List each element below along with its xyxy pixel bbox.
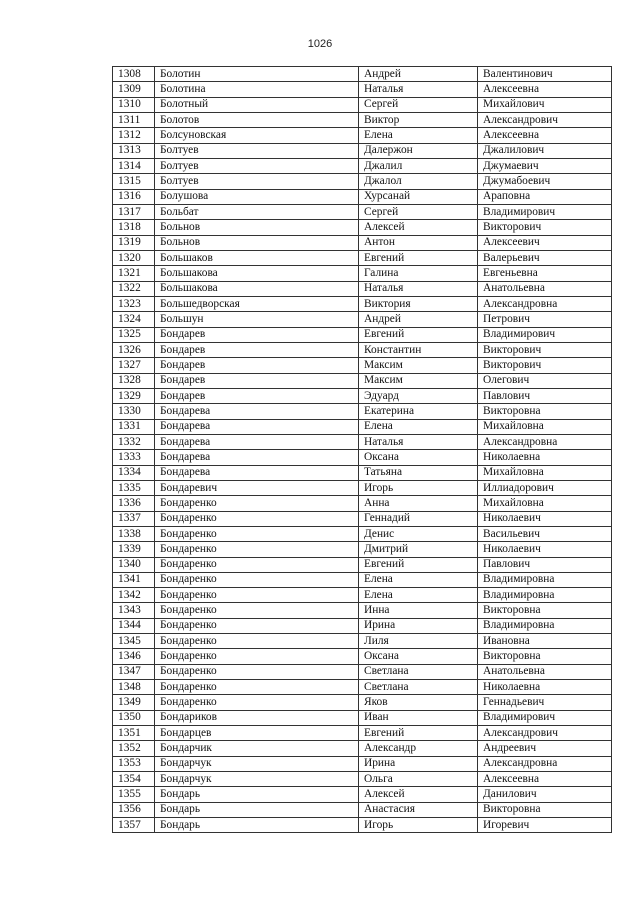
last-name-cell: Болотина [155,82,359,97]
last-name-cell: Большун [155,312,359,327]
last-name-cell: Болсуновская [155,128,359,143]
first-name-cell: Галина [359,266,478,281]
table-row [113,618,612,633]
last-name-cell: Большаков [155,250,359,265]
last-name-cell: Бондаренко [155,634,359,649]
first-name-cell: Сергей [359,204,478,219]
table-row [113,818,612,833]
first-name-cell: Джалил [359,158,478,173]
table-row [113,342,612,357]
patronymic-cell: Владимирович [478,204,612,219]
patronymic-cell: Михайловна [478,465,612,480]
row-number-cell: 1355 [113,787,155,802]
patronymic-cell: Евгеньевна [478,266,612,281]
table-row [113,158,612,173]
last-name-cell: Бондарев [155,358,359,373]
last-name-cell: Бондарев [155,327,359,342]
page-number: 1026 [307,38,333,50]
row-number-cell: 1317 [113,204,155,219]
last-name-cell: Бондарева [155,419,359,434]
row-number-cell: 1330 [113,404,155,419]
table-row [113,526,612,541]
patronymic-cell: Викторовна [478,649,612,664]
last-name-cell: Бондаренко [155,664,359,679]
last-name-cell: Бондаренко [155,511,359,526]
row-number-cell: 1322 [113,281,155,296]
first-name-cell: Игорь [359,818,478,833]
row-number-cell: 1350 [113,710,155,725]
last-name-cell: Болтуев [155,158,359,173]
patronymic-cell: Джалилович [478,143,612,158]
first-name-cell: Далержон [359,143,478,158]
patronymic-cell: Николаевич [478,511,612,526]
patronymic-cell: Владимировна [478,588,612,603]
patronymic-cell: Игоревич [478,818,612,833]
first-name-cell: Геннадий [359,511,478,526]
table-row [113,450,612,465]
table-row [113,603,612,618]
table-row [113,220,612,235]
last-name-cell: Бондаренко [155,542,359,557]
last-name-cell: Большакова [155,266,359,281]
first-name-cell: Елена [359,419,478,434]
table-row [113,726,612,741]
row-number-cell: 1348 [113,680,155,695]
row-number-cell: 1335 [113,480,155,495]
table-row [113,143,612,158]
table-row [113,281,612,296]
first-name-cell: Елена [359,588,478,603]
first-name-cell: Дмитрий [359,542,478,557]
patronymic-cell: Викторовна [478,802,612,817]
patronymic-cell: Николаевна [478,680,612,695]
patronymic-cell: Викторович [478,358,612,373]
patronymic-cell: Викторовна [478,603,612,618]
patronymic-cell: Александровна [478,756,612,771]
first-name-cell: Эдуард [359,388,478,403]
row-number-cell: 1318 [113,220,155,235]
row-number-cell: 1316 [113,189,155,204]
first-name-cell: Евгений [359,327,478,342]
first-name-cell: Максим [359,373,478,388]
row-number-cell: 1347 [113,664,155,679]
last-name-cell: Больбат [155,204,359,219]
patronymic-cell: Джумаевич [478,158,612,173]
last-name-cell: Больнов [155,220,359,235]
table-row [113,710,612,725]
table-row [113,496,612,511]
last-name-cell: Бондарчук [155,772,359,787]
first-name-cell: Игорь [359,480,478,495]
first-name-cell: Светлана [359,664,478,679]
first-name-cell: Евгений [359,250,478,265]
row-number-cell: 1334 [113,465,155,480]
first-name-cell: Виктор [359,112,478,127]
table-row [113,174,612,189]
table-row [113,588,612,603]
first-name-cell: Виктория [359,296,478,311]
row-number-cell: 1312 [113,128,155,143]
roster-body [113,67,612,833]
name-roster-table [112,66,612,833]
table-row [113,82,612,97]
first-name-cell: Сергей [359,97,478,112]
patronymic-cell: Михайлович [478,97,612,112]
row-number-cell: 1321 [113,266,155,281]
table-row [113,572,612,587]
first-name-cell: Андрей [359,312,478,327]
first-name-cell: Наталья [359,434,478,449]
first-name-cell: Оксана [359,450,478,465]
row-number-cell: 1340 [113,557,155,572]
last-name-cell: Бондарцев [155,726,359,741]
last-name-cell: Бондарева [155,465,359,480]
first-name-cell: Ирина [359,618,478,633]
last-name-cell: Бондарь [155,818,359,833]
row-number-cell: 1314 [113,158,155,173]
last-name-cell: Бондаренко [155,618,359,633]
first-name-cell: Инна [359,603,478,618]
last-name-cell: Бондаренко [155,649,359,664]
first-name-cell: Наталья [359,82,478,97]
last-name-cell: Бондарчик [155,741,359,756]
table-row [113,802,612,817]
table-row [113,772,612,787]
first-name-cell: Антон [359,235,478,250]
patronymic-cell: Павлович [478,388,612,403]
last-name-cell: Болотин [155,67,359,82]
patronymic-cell: Александровна [478,434,612,449]
first-name-cell: Александр [359,741,478,756]
patronymic-cell: Иллиадорович [478,480,612,495]
table-row [113,542,612,557]
first-name-cell: Лиля [359,634,478,649]
row-number-cell: 1326 [113,342,155,357]
last-name-cell: Бондарчук [155,756,359,771]
last-name-cell: Бондаренко [155,572,359,587]
table-row [113,741,612,756]
last-name-cell: Бондаренко [155,526,359,541]
first-name-cell: Хурсанай [359,189,478,204]
first-name-cell: Светлана [359,680,478,695]
table-row [113,419,612,434]
row-number-cell: 1336 [113,496,155,511]
table-row [113,680,612,695]
first-name-cell: Елена [359,128,478,143]
row-number-cell: 1328 [113,373,155,388]
last-name-cell: Бондаренко [155,588,359,603]
row-number-cell: 1339 [113,542,155,557]
table-row [113,97,612,112]
table-row [113,312,612,327]
last-name-cell: Бондарь [155,787,359,802]
row-number-cell: 1324 [113,312,155,327]
table-row [113,128,612,143]
first-name-cell: Алексей [359,787,478,802]
row-number-cell: 1352 [113,741,155,756]
row-number-cell: 1333 [113,450,155,465]
first-name-cell: Ирина [359,756,478,771]
row-number-cell: 1343 [113,603,155,618]
last-name-cell: Бондаренко [155,603,359,618]
row-number-cell: 1313 [113,143,155,158]
first-name-cell: Яков [359,695,478,710]
row-number-cell: 1346 [113,649,155,664]
row-number-cell: 1332 [113,434,155,449]
last-name-cell: Болтуев [155,174,359,189]
table-row [113,787,612,802]
table-row [113,434,612,449]
patronymic-cell: Васильевич [478,526,612,541]
last-name-cell: Болотов [155,112,359,127]
row-number-cell: 1344 [113,618,155,633]
row-number-cell: 1310 [113,97,155,112]
patronymic-cell: Ивановна [478,634,612,649]
patronymic-cell: Валентинович [478,67,612,82]
first-name-cell: Евгений [359,726,478,741]
patronymic-cell: Анатольевна [478,281,612,296]
patronymic-cell: Викторовна [478,404,612,419]
table-row [113,756,612,771]
first-name-cell: Джалол [359,174,478,189]
last-name-cell: Бондарев [155,388,359,403]
last-name-cell: Бондарев [155,342,359,357]
first-name-cell: Наталья [359,281,478,296]
row-number-cell: 1331 [113,419,155,434]
patronymic-cell: Владимирович [478,327,612,342]
row-number-cell: 1351 [113,726,155,741]
first-name-cell: Максим [359,358,478,373]
last-name-cell: Бондарев [155,373,359,388]
patronymic-cell: Андреевич [478,741,612,756]
last-name-cell: Бондарева [155,434,359,449]
first-name-cell: Иван [359,710,478,725]
table-row [113,358,612,373]
table-row [113,634,612,649]
first-name-cell: Оксана [359,649,478,664]
first-name-cell: Татьяна [359,465,478,480]
patronymic-cell: Владимировна [478,572,612,587]
row-number-cell: 1327 [113,358,155,373]
last-name-cell: Болтуев [155,143,359,158]
row-number-cell: 1308 [113,67,155,82]
first-name-cell: Екатерина [359,404,478,419]
last-name-cell: Бондарь [155,802,359,817]
patronymic-cell: Валерьевич [478,250,612,265]
patronymic-cell: Джумабоевич [478,174,612,189]
first-name-cell: Анна [359,496,478,511]
table-row [113,189,612,204]
patronymic-cell: Николаевна [478,450,612,465]
table-row [113,235,612,250]
table-row [113,327,612,342]
first-name-cell: Евгений [359,557,478,572]
first-name-cell: Андрей [359,67,478,82]
table-row [113,465,612,480]
patronymic-cell: Алексеевич [478,235,612,250]
first-name-cell: Ольга [359,772,478,787]
last-name-cell: Бондаренко [155,557,359,572]
table-row [113,296,612,311]
patronymic-cell: Николаевич [478,542,612,557]
last-name-cell: Большедворская [155,296,359,311]
patronymic-cell: Анатольевна [478,664,612,679]
row-number-cell: 1338 [113,526,155,541]
patronymic-cell: Викторович [478,342,612,357]
table-row [113,67,612,82]
row-number-cell: 1309 [113,82,155,97]
patronymic-cell: Алексеевна [478,772,612,787]
row-number-cell: 1311 [113,112,155,127]
patronymic-cell: Геннадьевич [478,695,612,710]
patronymic-cell: Данилович [478,787,612,802]
row-number-cell: 1349 [113,695,155,710]
table-row [113,695,612,710]
patronymic-cell: Алексеевна [478,82,612,97]
row-number-cell: 1315 [113,174,155,189]
last-name-cell: Бондарева [155,450,359,465]
first-name-cell: Денис [359,526,478,541]
table-row [113,112,612,127]
row-number-cell: 1356 [113,802,155,817]
table-row [113,250,612,265]
patronymic-cell: Петрович [478,312,612,327]
patronymic-cell: Араповна [478,189,612,204]
row-number-cell: 1354 [113,772,155,787]
row-number-cell: 1325 [113,327,155,342]
row-number-cell: 1320 [113,250,155,265]
patronymic-cell: Владимировна [478,618,612,633]
row-number-cell: 1342 [113,588,155,603]
patronymic-cell: Александрович [478,726,612,741]
row-number-cell: 1329 [113,388,155,403]
row-number-cell: 1357 [113,818,155,833]
table-row [113,664,612,679]
patronymic-cell: Олегович [478,373,612,388]
table-row [113,266,612,281]
table-row [113,388,612,403]
patronymic-cell: Михайловна [478,496,612,511]
last-name-cell: Бондаревич [155,480,359,495]
patronymic-cell: Михайловна [478,419,612,434]
last-name-cell: Бондариков [155,710,359,725]
patronymic-cell: Александрович [478,112,612,127]
first-name-cell: Константин [359,342,478,357]
first-name-cell: Анастасия [359,802,478,817]
row-number-cell: 1319 [113,235,155,250]
row-number-cell: 1353 [113,756,155,771]
patronymic-cell: Владимирович [478,710,612,725]
last-name-cell: Болотный [155,97,359,112]
row-number-cell: 1323 [113,296,155,311]
patronymic-cell: Павлович [478,557,612,572]
table-row [113,649,612,664]
last-name-cell: Большакова [155,281,359,296]
patronymic-cell: Викторович [478,220,612,235]
last-name-cell: Больнов [155,235,359,250]
patronymic-cell: Александровна [478,296,612,311]
table-row [113,204,612,219]
table-row [113,557,612,572]
table-row [113,373,612,388]
row-number-cell: 1345 [113,634,155,649]
patronymic-cell: Алексеевна [478,128,612,143]
table-row [113,404,612,419]
last-name-cell: Бондаренко [155,496,359,511]
last-name-cell: Болушова [155,189,359,204]
first-name-cell: Елена [359,572,478,587]
first-name-cell: Алексей [359,220,478,235]
row-number-cell: 1341 [113,572,155,587]
last-name-cell: Бондаренко [155,695,359,710]
row-number-cell: 1337 [113,511,155,526]
table-row [113,511,612,526]
last-name-cell: Бондарева [155,404,359,419]
table-row [113,480,612,495]
last-name-cell: Бондаренко [155,680,359,695]
